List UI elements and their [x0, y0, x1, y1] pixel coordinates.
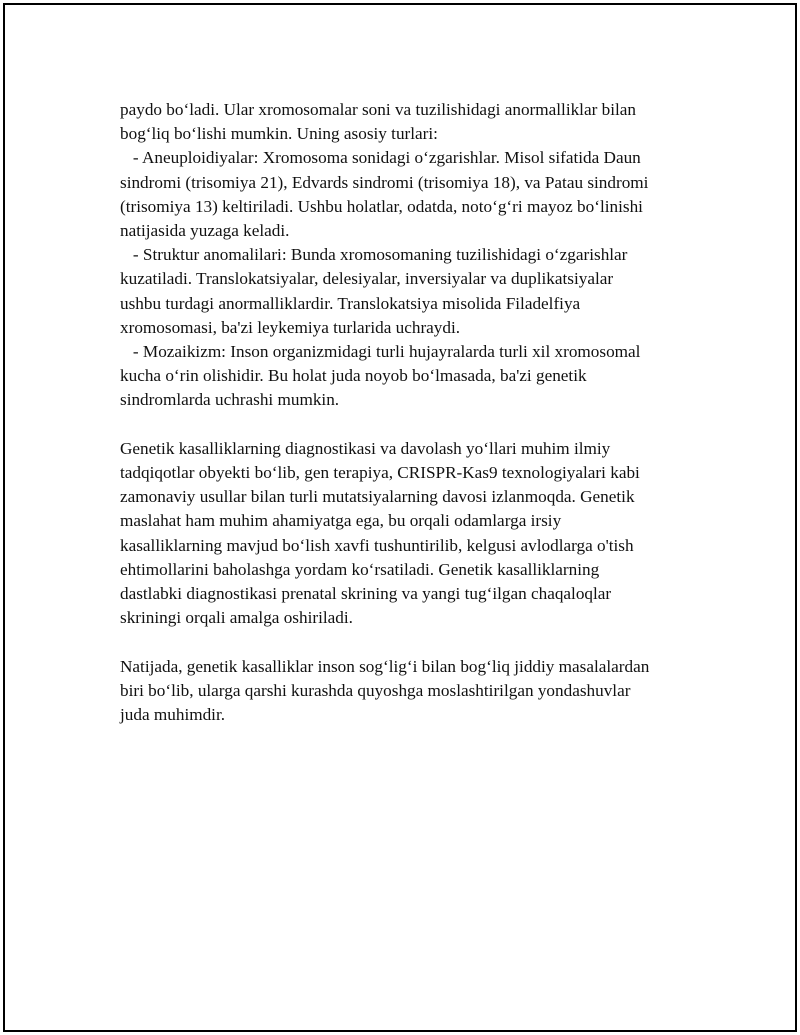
text-line: - Aneuploidiyalar: Xromosoma sonidagi o‘zgarishlar. Misol sifatida Daun	[120, 148, 641, 168]
text-line: skriningi orqali amalga oshiriladi.	[120, 608, 353, 628]
text-line: paydo bo‘ladi. Ular xromosomalar soni va tuzilishidagi anormalliklar bilan	[120, 100, 636, 119]
text-line: natijasida yuzaga keladi.	[120, 221, 290, 241]
text-line: kuzatiladi. Translokatsiyalar, delesiyalar, inversiyalar va duplikatsiyalar	[120, 269, 614, 289]
text-line: ushbu turdagi anormalliklardir. Translokatsiya misolida Filadelfiya	[120, 293, 581, 313]
text-line: - Mozaikizm: Inson organizmidagi turli hujayralarda turli xil xromosomal	[120, 342, 641, 362]
page-frame	[3, 3, 797, 1032]
paragraph-2	[120, 437, 700, 631]
text-line: kasalliklarning mavjud bo‘lish xavfi tushuntirilib, kelgusi avlodlarga o'tish	[120, 535, 634, 555]
text-line: ehtimollarini baholashga yordam ko‘rsatiladi. Genetik kasalliklarning	[120, 559, 600, 579]
text-line: bog‘liq bo‘lishi mumkin. Uning asosiy turlari:	[120, 124, 438, 144]
text-line: - Struktur anomalilari: Bunda xromosomaning tuzilishidagi o‘zgarishlar	[120, 245, 628, 265]
text-line: zamonaviy usullar bilan turli mutatsiyalarning davosi izlanmoqda. Genetik	[120, 487, 635, 507]
text-line: sindromlarda uchrashi mumkin.	[120, 390, 340, 410]
text-line: tadqiqotlar obyekti bo‘lib, gen terapiya, CRISPR-Kas9 texnologiyalari kabi	[120, 463, 640, 483]
text-line: Genetik kasalliklarning diagnostikasi va davolash yo‘llari muhim ilmiy	[120, 438, 611, 458]
text-line: sindromi (trisomiya 21), Edvards sindromi (trisomiya 18), va Patau sindromi	[120, 172, 649, 192]
text-line: Natijada, genetik kasalliklar inson sog‘lig‘i bilan bog‘liq jiddiy masalalardan	[120, 656, 650, 676]
text-line: (trisomiya 13) keltiriladi. Ushbu holatlar, odatda, noto‘g‘ri mayoz bo‘linishi	[120, 196, 643, 216]
paragraph-gap	[120, 413, 700, 437]
paragraph-3	[120, 655, 700, 728]
paragraph-1	[120, 98, 700, 413]
text-line: biri bo‘lib, ularga qarshi kurashda quyoshga moslashtirilgan yondashuvlar	[120, 680, 631, 700]
text-line: juda muhimdir.	[120, 705, 226, 725]
text-line: dastlabki diagnostikasi prenatal skrining va yangi tug‘ilgan chaqaloqlar	[120, 584, 612, 604]
text-line: kucha o‘rin olishidir. Bu holat juda noyob bo‘lmasada, ba'zi genetik	[120, 366, 587, 386]
text-line: maslahat ham muhim ahamiyatga ega, bu orqali odamlarga irsiy	[120, 511, 562, 531]
text-line: xromosomasi, ba'zi leykemiya turlarida uchraydi.	[120, 317, 461, 337]
paragraph-gap	[120, 630, 700, 654]
document-body	[120, 98, 700, 727]
